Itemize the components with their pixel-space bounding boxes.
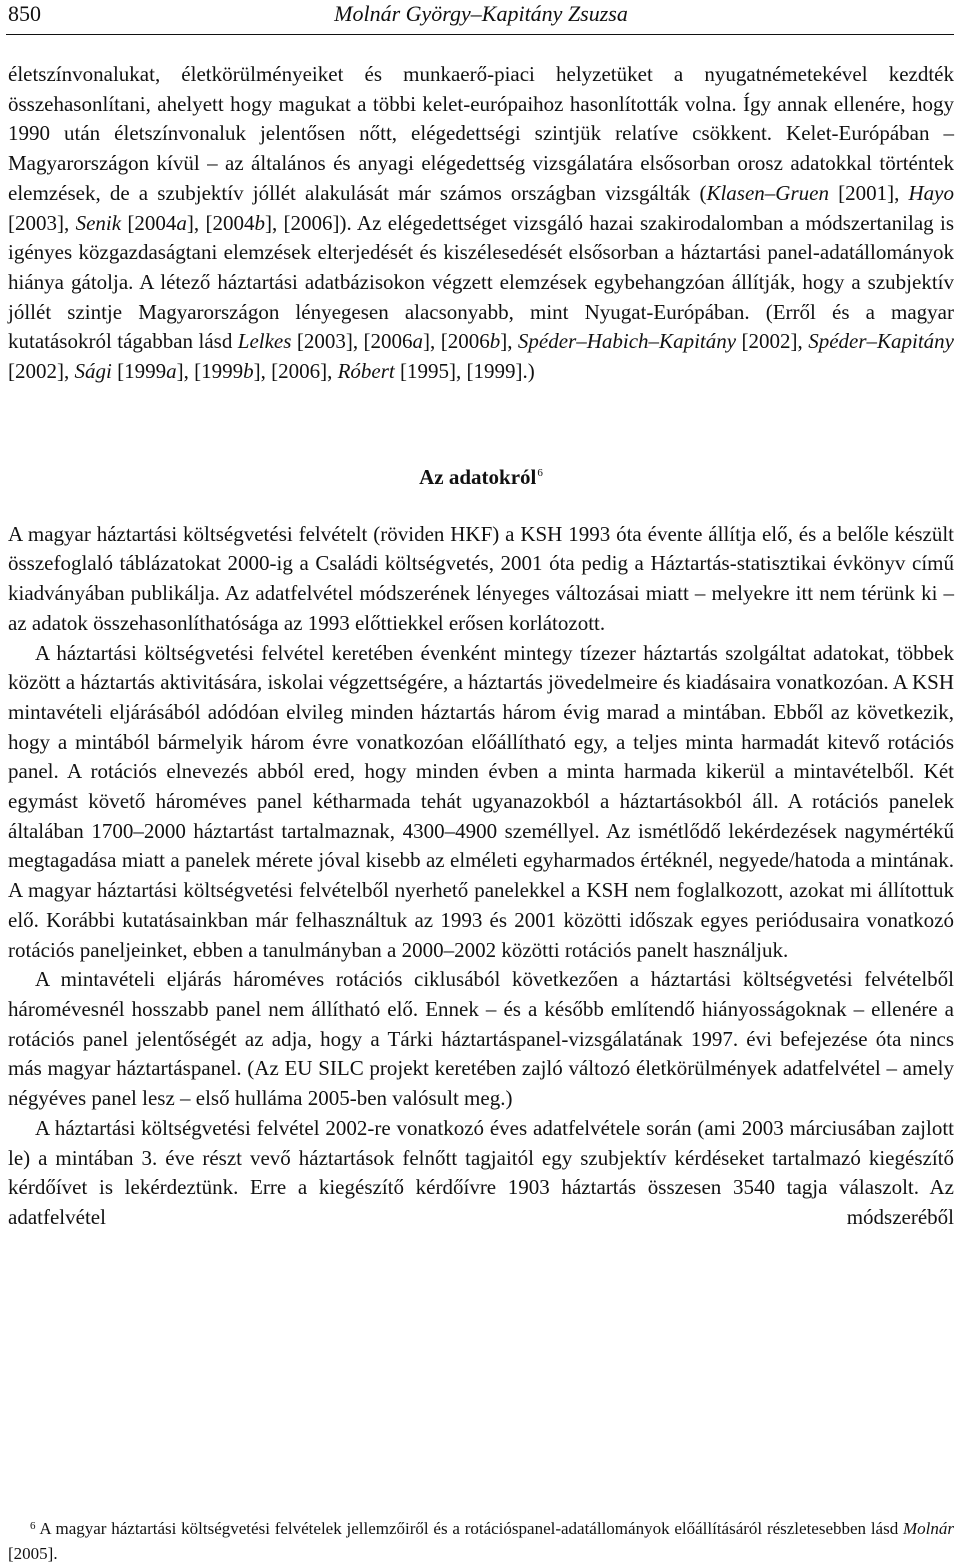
section-footnote-mark: 6 (537, 466, 543, 479)
text-run: ], [2006 (423, 329, 490, 354)
footnote-text-after: [2005]. (8, 1544, 58, 1563)
paragraph-2: A magyar háztartási költségvetési felvételt (röviden HKF) a KSH 1993 óta évente állítja elő, és a belőle készült összefoglaló táblázatokat 2000-ig a Családi költségvetés, 2001 óta pedig a Háztartás-statisztikai évkönyv című kiadványában publikálja. Az adatfelvétel módszerének lényeges változásai miatt – melyekre itt nem térünk ki – az adatok összehasonlíthatósága az 1993 előttiekkel erősen korlátozott. (8, 521, 954, 635)
text-run: ], (500, 329, 518, 354)
citation-italic: Róbert (337, 359, 395, 384)
paragraph-1 (8, 60, 954, 387)
citation-italic: b (489, 329, 501, 354)
citation-italic: Sági (74, 359, 112, 384)
body-text (8, 60, 954, 1262)
citation-italic: Senik (75, 210, 122, 235)
header-rule (6, 34, 954, 35)
citation-italic: a (412, 329, 424, 354)
section-heading (8, 458, 954, 492)
text-run: [1999 (111, 359, 167, 384)
text-run: ], [2004 (186, 210, 255, 235)
citation-italic: b (254, 210, 265, 235)
text-run: [2003], [2006 (291, 329, 413, 354)
footnote (8, 1514, 954, 1566)
citation-italic: b (243, 359, 254, 384)
citation-italic: Hayo (908, 180, 954, 205)
footnote-text-before: A magyar háztartási költségvetési felvételek jellemzőiről és a rotációspanel-adatállományok előállításáról részletesebben lásd (39, 1519, 904, 1538)
paragraph-5: A háztartási költségvetési felvétel 2002-re vonatkozó éves adatfelvétele során (ami 2003 márciusában zajlott le) a mintában 3. éve részt vevő háztartások felnőtt tagjaitól egy szubjektív kérdéseket tartalmazó kiegészítő kérdőívet is lekérdeztünk. Erre a kiegészítő kérdőívre 1903 háztartás összesen 3540 tagja válaszolt. Az adatfelvétel módszeréből (8, 1115, 954, 1229)
text-run: [1995], [1999].) (394, 359, 535, 384)
text-run: [2003], (8, 210, 76, 235)
page-number: 850 (8, 1, 41, 26)
footnote-author: Molnár (903, 1519, 955, 1538)
citation-italic: Spéder–Kapitány (808, 329, 954, 354)
paragraph-4: A mintavételi eljárás hároméves rotációs ciklusából következően a háztartási költségvetési felvételből háromévesnél hosszabb panel nem állítható elő. Ennek – és a később említendő hiányosságoknak – ellenére a rotációs panel jelentőségét az adja, hogy a Tárki háztartáspanel-vizsgálatának 1997. évi befejezése óta nincs más magyar háztartáspanel. (Az EU SILC projekt keretében zajló változó életkörülmények adatfelvétel – amely négyéves panel lesz – első hulláma 2005-ben valósult meg.) (8, 967, 954, 1111)
text-run: ], [1999 (176, 359, 244, 384)
citation-italic: Spéder–Habich–Kapitány (517, 329, 737, 354)
text-run: [2002], (8, 359, 75, 384)
text-run: [2001], (828, 180, 909, 205)
text-run: ], [2006]). Az elégedettséget vizsgáló hazai szakirodalomban a módszertanilag is igényes közgazdaságtani elemzések elterjedését és kiszélesedését elsősorban a háztartási panel-adatállományok hiánya gátolja. A létező háztartási adatbázisokon végzett elemzések egybehangzóan állítják, hogy a szubjektív jóllét szintje Magyarországon lényegesen alacsonyabb, mint Nyugat-Európában. (Erről és a magyar kutatásokról tágabban lásd (8, 210, 954, 354)
citation-italic: a (176, 210, 187, 235)
text-run: [2002], (736, 329, 809, 354)
citation-italic: Klasen–Gruen (706, 180, 829, 205)
text-run: [2004 (121, 210, 177, 235)
running-title: Molnár György–Kapitány Zsuzsa (334, 1, 628, 26)
section-title: Az adatokról (419, 464, 537, 489)
citation-italic: a (166, 359, 177, 384)
footnote-mark: 6 (30, 1520, 36, 1532)
text-run: életszínvonalukat, életkörülményeiket és munkaerő-piaci helyzetüket a nyugatnémetekével kezdték összehasonlítani, ahelyett hogy magukat a többi kelet-európaihoz hasonlították volna. Így annak ellenére, hogy 1990 után életszínvonaluk jelentősen nőtt, elégedettségi szintjük relatíve csökkent. Kelet-Európában – Magyarországon kívül – az általános és anyagi elégedettség vizsgálatára elsősorban orosz adatokkal történtek elemzések, de a szubjektív jóllét alakulását már számos országban vizsgálták ( (8, 62, 954, 205)
paragraph-3: A háztartási költségvetési felvétel keretében évenként mintegy tízezer háztartás szolgáltat adatokat, többek között a háztartás aktivitására, iskolai végzettségére, a háztartás jövedelmeire és kiadásaira vonatkozóan. A KSH mintavételi eljárásából adódóan elvileg minden háztartás három évig marad a mintában. Ebből az következik, hogy a mintából bármelyik három évre vonatkozóan előállítható egy, a teljes minta harmadát kitevő rotációs panel. A rotációs elnevezés abból ered, hogy minden évben a minta harmada kikerül a mintavételből. Két egymást követő hároméves panel kétharmada tehát ugyanazokból a háztartásokból áll. A rotációs panelek általában 1700–2000 háztartást tartalmaznak, 4300–4900 személlyel. Az ismétlődő lekérdezések nagymértékű megtagadása miatt a panelek mérete jóval kisebb az elméleti egyharmados értéknél, negyede/hatoda a mintának. A magyar háztartási költségvetési felvételből nyerhető panelekkel a KSH nem foglalkozott, azokat mi állítottuk elő. Korábbi kutatásainkban már felhasználtuk az 1993 és 2001 közötti időszak egyes periódusaira vonatkozó rotációs paneljeinket, ebben a tanulmányban a 2000–2002 közötti rotációs panelt használjuk. (8, 640, 954, 962)
page-header (8, 0, 954, 30)
text-run: ], [2006], (253, 359, 338, 384)
citation-italic: Lelkes (237, 329, 292, 354)
